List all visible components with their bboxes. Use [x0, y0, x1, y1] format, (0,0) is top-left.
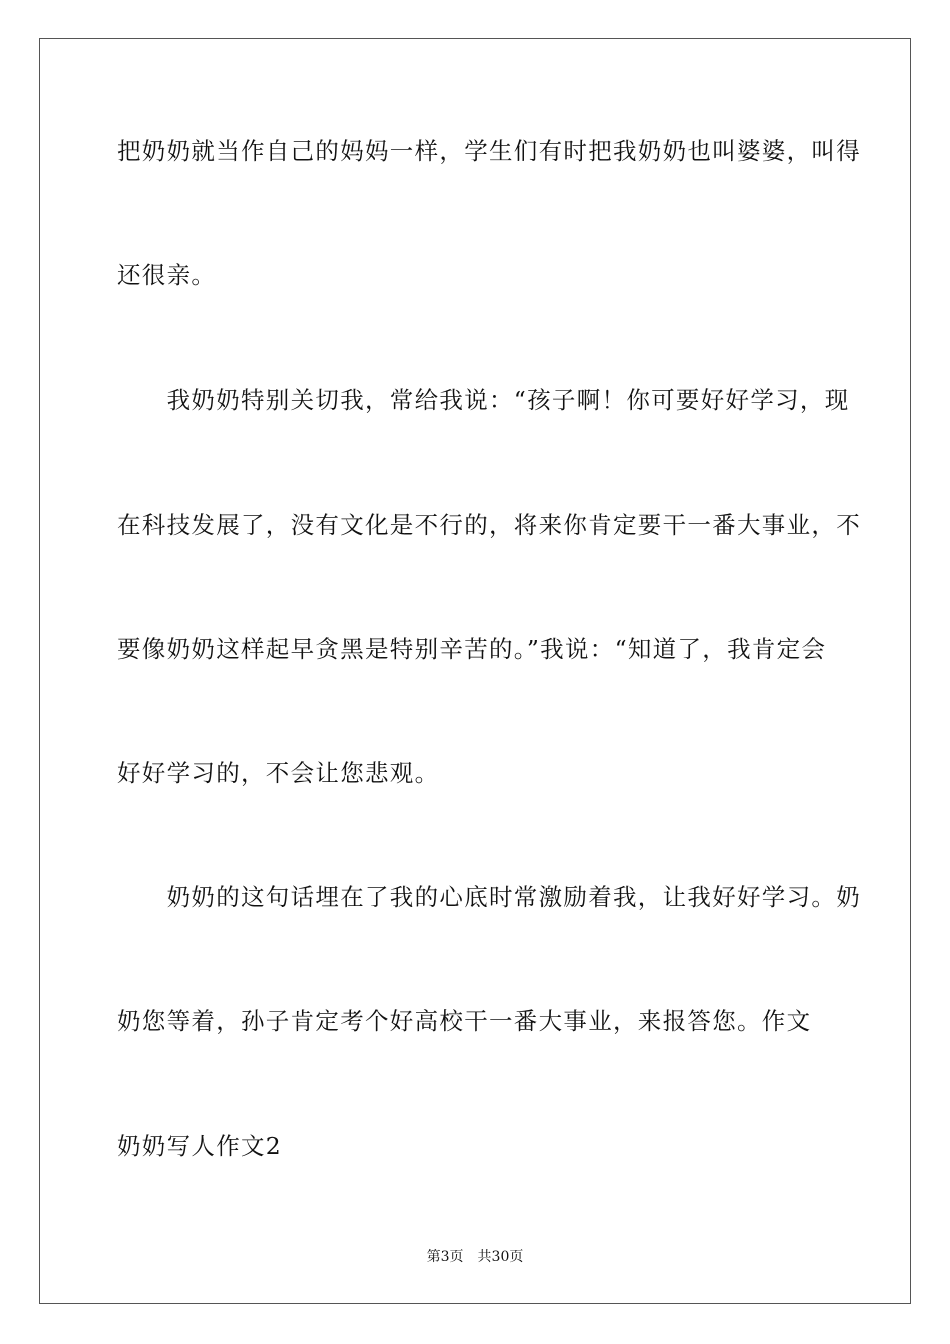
page-border [39, 38, 911, 1304]
section-heading: 奶奶写人作文2 [117, 1132, 283, 1160]
paragraph-line: 奶您等着，孙子肯定考个好高校干一番大事业，来报答您。作文 [117, 1007, 812, 1035]
paragraph-line: 把奶奶就当作自己的妈妈一样，学生们有时把我奶奶也叫婆婆，叫得 [117, 137, 861, 165]
paragraph-line: 好好学习的，不会让您悲观。 [117, 759, 440, 787]
paragraph-line: 在科技发展了，没有文化是不行的，将来你肯定要干一番大事业，不 [117, 511, 861, 539]
total-pages: 共30页 [477, 1249, 524, 1265]
paragraph-line: 要像奶奶这样起早贪黑是特别辛苦的。”我说：“知道了，我肯定会 [117, 635, 827, 663]
page-footer [0, 1248, 950, 1266]
page-number: 第3页 [426, 1249, 464, 1265]
paragraph-line: 奶奶的这句话埋在了我的心底时常激励着我，让我好好学习。奶 [117, 883, 861, 911]
paragraph-line: 我奶奶特别关切我，常给我说：“孩子啊！你可要好好学习，现 [117, 386, 850, 414]
paragraph-line: 还很亲。 [117, 261, 217, 289]
